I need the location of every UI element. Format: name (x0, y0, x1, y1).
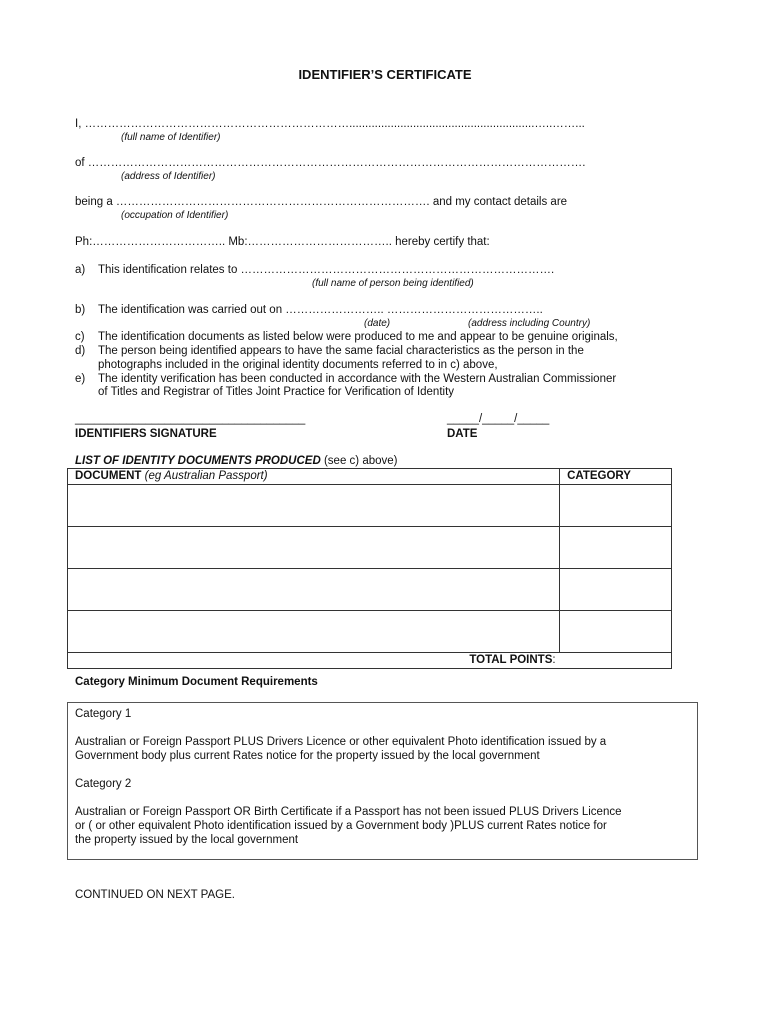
category-cell[interactable] (560, 611, 672, 653)
requirements-box (67, 702, 698, 860)
category-2-line-1: Australian or Foreign Passport OR Birth Certificate if a Passport has not been issued PLUS Drivers Licence (75, 806, 622, 818)
identifier-address-line[interactable]: of …………………………………………………………………………………………………………………. (75, 157, 586, 169)
table-row (68, 611, 672, 653)
documents-heading-title: LIST OF IDENTITY DOCUMENTS PRODUCED (75, 455, 321, 467)
statement-a-mark: a) (75, 264, 86, 276)
continued-note: CONTINUED ON NEXT PAGE. (75, 889, 235, 901)
document-cell[interactable] (68, 485, 560, 527)
document-cell[interactable] (68, 527, 560, 569)
signature-label: IDENTIFIERS SIGNATURE (75, 428, 217, 440)
statement-e-text: The identity verification has been conducted in accordance with the Western Australian Commissioner (98, 373, 617, 385)
statement-d-text-cont: photographs included in the original identity documents referred to in c) above, (98, 359, 498, 371)
total-row (68, 653, 672, 669)
statement-d-mark: d) (75, 345, 86, 357)
statement-c-mark: c) (75, 331, 85, 343)
signature-line[interactable]: ____________________________________ (75, 413, 306, 425)
requirements-heading: Category Minimum Document Requirements (75, 676, 318, 688)
category-2-line-2: or ( or other equivalent Photo identification issued by a Government body )PLUS current Rates notice for (75, 820, 607, 832)
column-header-document: DOCUMENT (eg Australian Passport) (68, 469, 560, 485)
category-cell[interactable] (560, 527, 672, 569)
identifier-address-caption: (address of Identifier) (121, 171, 216, 182)
documents-table (67, 468, 672, 669)
category-1-line-1: Australian or Foreign Passport PLUS Drivers Licence or other equivalent Photo identification issued by a (75, 736, 607, 748)
page-title: IDENTIFIER’S CERTIFICATE (298, 67, 472, 82)
statement-b-mark: b) (75, 304, 86, 316)
date-label: DATE (447, 428, 478, 440)
identifier-occupation-line[interactable]: being a ………………………………………………………………………. and my contact details are (75, 196, 568, 208)
statement-b-text[interactable]: The identification was carried out on …………………….. ………………………………….. (98, 304, 543, 316)
identifier-name-caption: (full name of Identifier) (121, 132, 221, 143)
document-cell[interactable] (68, 569, 560, 611)
category-2-title: Category 2 (75, 778, 132, 790)
table-row (68, 485, 672, 527)
column-header-category: CATEGORY (560, 469, 672, 485)
total-points-label: TOTAL POINTS: (68, 653, 560, 669)
documents-heading (75, 455, 397, 467)
statement-b-date-caption: (date) (364, 318, 391, 329)
statement-a-caption: (full name of person being identified) (312, 278, 474, 289)
category-1-title: Category 1 (75, 708, 132, 720)
date-line[interactable]: _____/_____/_____ (447, 413, 550, 425)
table-row (68, 569, 672, 611)
category-1-line-2: Government body plus current Rates notice for the property issued by the local government (75, 750, 540, 762)
statement-d-text: The person being identified appears to have the same facial characteristics as the person in the (98, 345, 584, 357)
document-cell[interactable] (68, 611, 560, 653)
statement-b-address-caption: (address including Country) (468, 318, 591, 329)
identifier-phone-line[interactable]: Ph:…………………………….. Mb:……………………………….. hereby certify that: (75, 236, 490, 248)
total-points-value[interactable] (560, 653, 672, 669)
category-2-line-3: the property issued by the local government (75, 834, 299, 846)
identifier-name-line[interactable]: I, ……………………………………………………………..........................................................…..……... (75, 118, 585, 130)
category-cell[interactable] (560, 485, 672, 527)
documents-heading-note: (see c) above) (320, 455, 398, 467)
identifier-occupation-caption: (occupation of Identifier) (121, 210, 229, 221)
statement-c-text: The identification documents as listed below were produced to me and appear to be genuine originals, (98, 331, 618, 343)
category-cell[interactable] (560, 569, 672, 611)
statement-e-mark: e) (75, 373, 86, 385)
documents-table-header (68, 469, 672, 485)
statement-e-text-cont: of Titles and Registrar of Titles Joint Practice for Verification of Identity (98, 386, 455, 398)
statement-a-text[interactable]: This identification relates to ………………………………………………………………………. (98, 264, 555, 276)
table-row (68, 527, 672, 569)
